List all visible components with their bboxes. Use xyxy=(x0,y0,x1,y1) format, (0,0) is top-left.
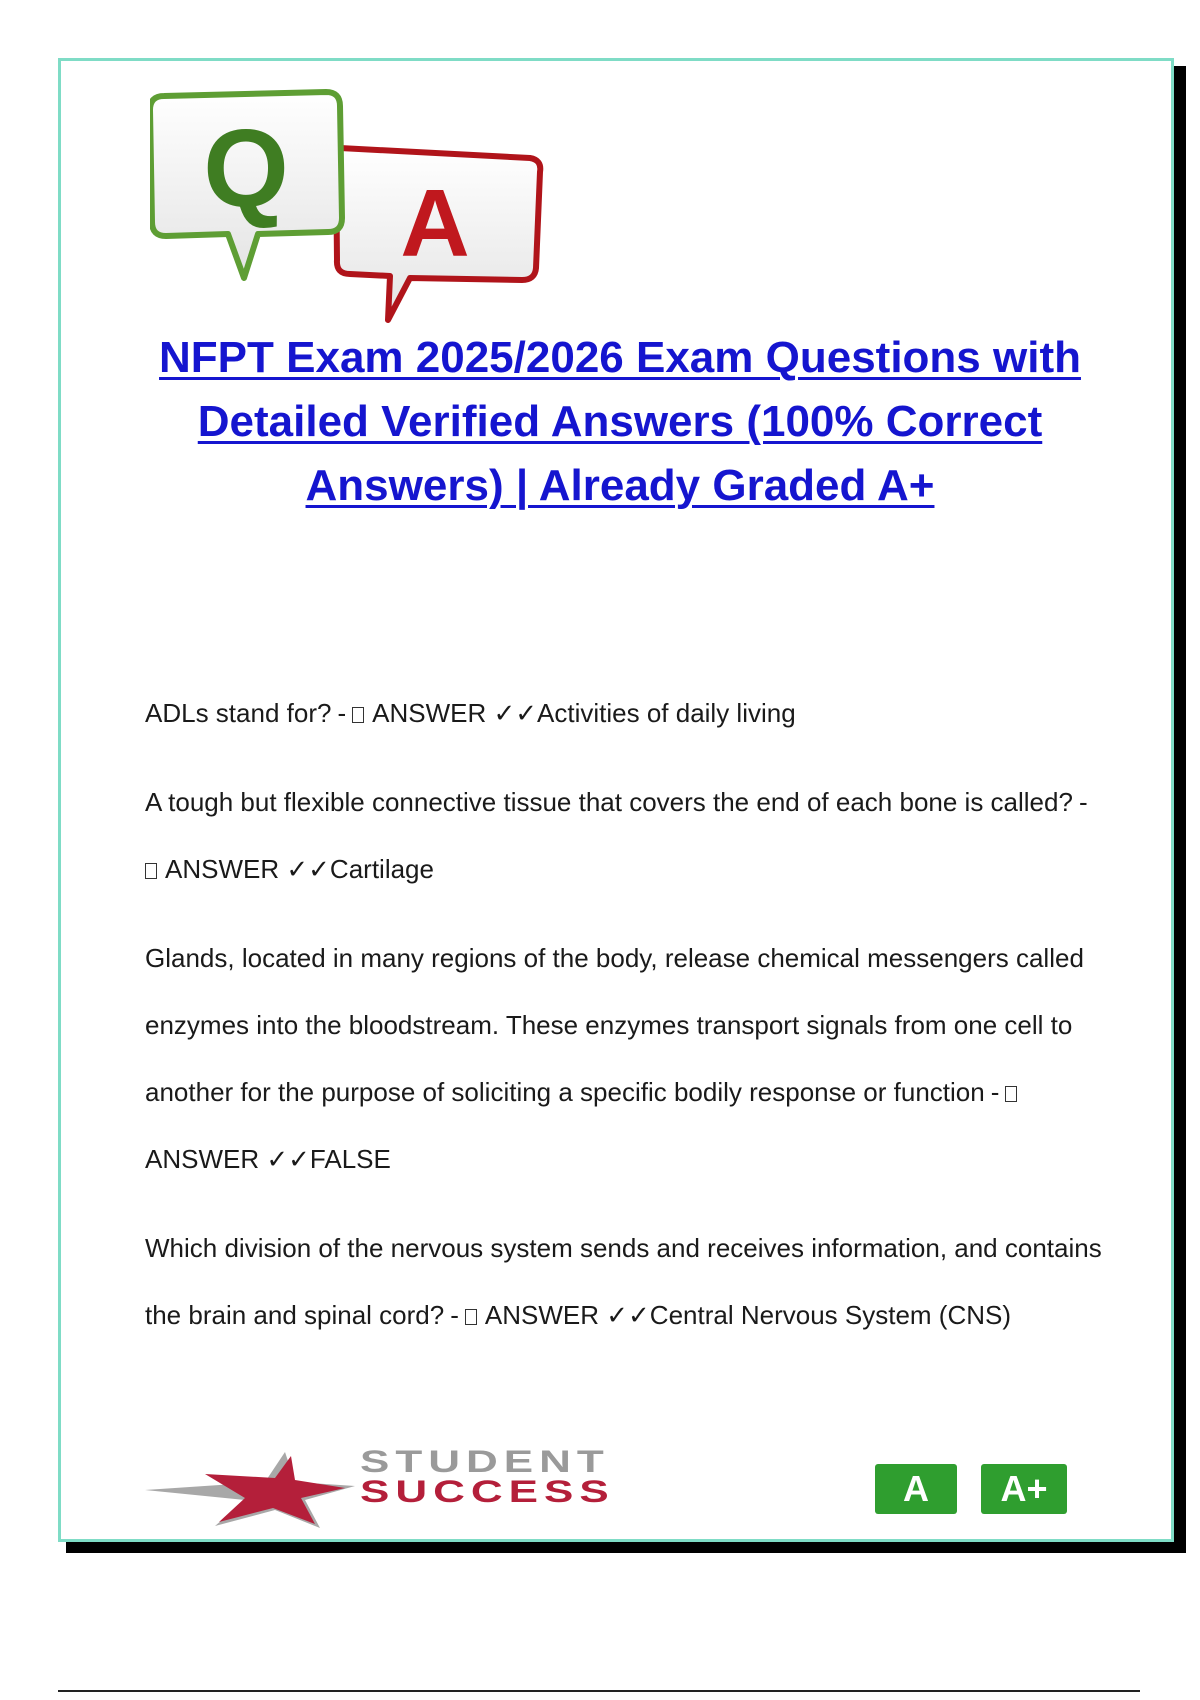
qa-item-4 xyxy=(145,1215,1105,1349)
missing-glyph-icon xyxy=(1005,1086,1017,1102)
question-text: A tough but flexible connective tissue that covers the end of each bone is called? xyxy=(145,787,1073,817)
separator: - xyxy=(1078,787,1088,817)
separator: - xyxy=(450,1300,459,1330)
answer-text: FALSE xyxy=(309,1144,391,1174)
star-icon xyxy=(145,1452,355,1528)
missing-glyph-icon xyxy=(145,863,157,879)
student-success-logo xyxy=(145,1443,1085,1528)
answer-marker: ANSWER ✓✓ xyxy=(165,854,330,884)
answer-text: Central Nervous System (CNS) xyxy=(649,1300,1011,1330)
grade-a-plus-badge: A+ xyxy=(981,1464,1067,1514)
answer-text: Cartilage xyxy=(329,854,434,884)
brand-line-1: STUDENT xyxy=(360,1443,610,1480)
separator: - xyxy=(990,1077,1000,1107)
q-letter: Q xyxy=(203,107,289,230)
qa-item-3 xyxy=(145,925,1105,1193)
qa-item-1 xyxy=(145,680,1105,747)
question-text: Which division of the nervous system sends and receives information, and contains the brain and spinal cord? xyxy=(145,1233,1102,1330)
brand-line-2: SUCCESS xyxy=(360,1473,615,1510)
document-title[interactable]: NFPT Exam 2025/2026 Exam Questions with Detailed Verified Answers (100% Correct Answers) | Already Graded A+ xyxy=(159,333,1081,510)
question-text: ADLs stand for? xyxy=(145,698,332,728)
answer-marker: ANSWER ✓✓ xyxy=(484,1300,650,1330)
qa-speech-bubbles-icon xyxy=(150,88,550,328)
answer-marker: ANSWER ✓✓ xyxy=(372,698,538,728)
qa-list xyxy=(145,680,1105,1371)
separator: - xyxy=(337,698,347,728)
grade-a-badge: A xyxy=(875,1464,957,1514)
bottom-rule xyxy=(58,1690,1140,1692)
answer-text: Activities of daily living xyxy=(537,698,796,728)
missing-glyph-icon xyxy=(465,1309,477,1325)
a-letter: A xyxy=(400,170,470,277)
answer-marker: ANSWER ✓✓ xyxy=(145,1144,310,1174)
missing-glyph-icon xyxy=(352,707,364,723)
question-text: Glands, located in many regions of the body, release chemical messengers called enzymes into the bloodstream. These enzymes transport signals from one cell to another for the purpose of soliciting a specific bodily response or function xyxy=(145,943,1084,1107)
qa-item-2 xyxy=(145,769,1105,903)
